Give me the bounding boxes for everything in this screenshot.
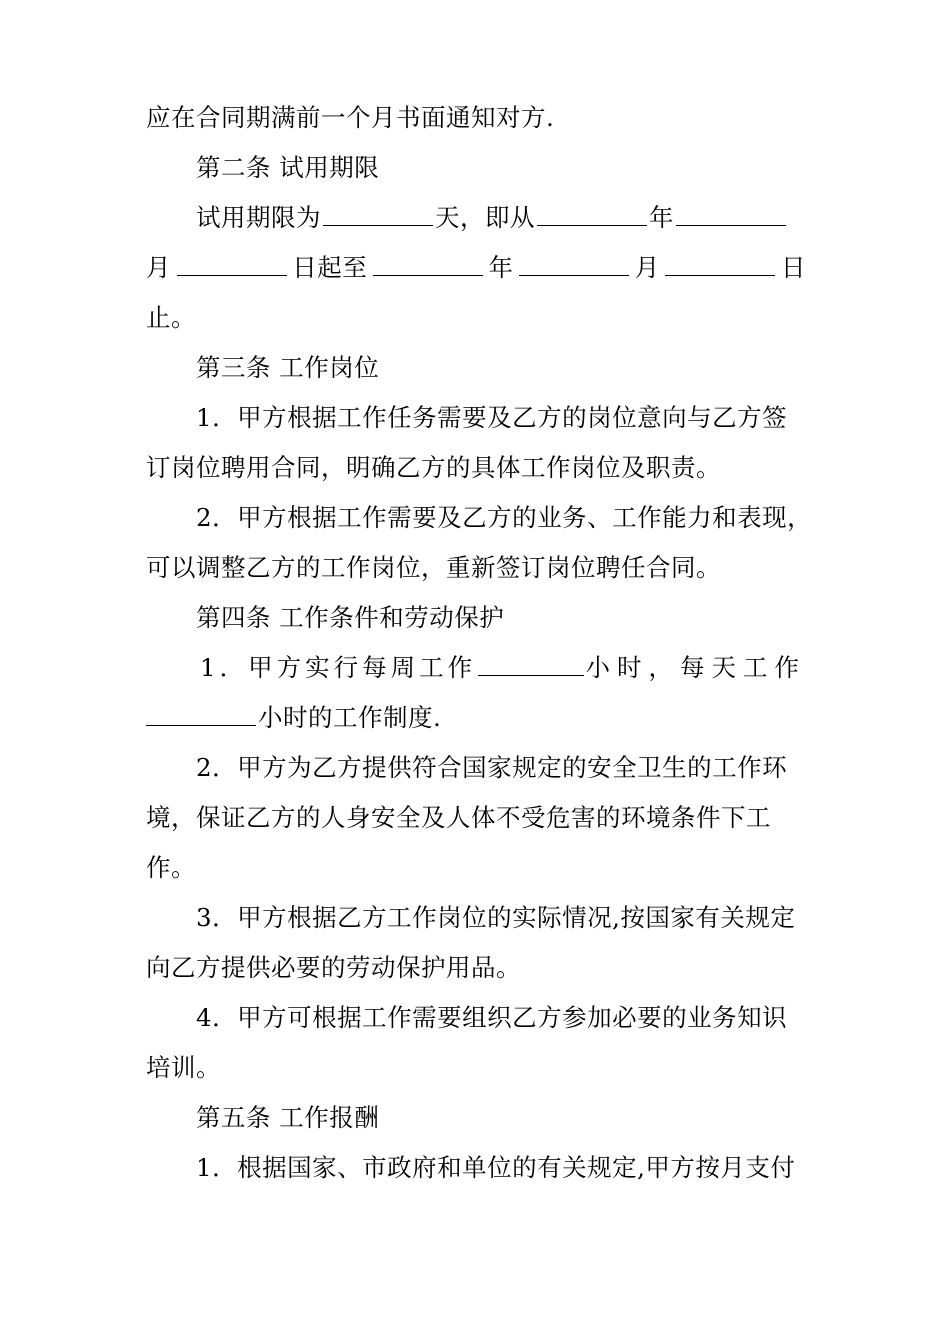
article-heading-4: 第四条 工作条件和劳动保护 (196, 603, 505, 632)
blank-field[interactable] (665, 251, 775, 276)
text-line: 2．甲方为乙方提供符合国家规定的安全卫生的工作环 (196, 753, 788, 782)
text-line: 1．甲方根据工作任务需要及乙方的岗位意向与乙方签 (196, 403, 788, 432)
article-heading-5: 第五条 工作报酬 (196, 1103, 380, 1132)
text-line: 向乙方提供必要的劳动保护用品。 (146, 953, 521, 982)
text-fragment: 日起至 (292, 253, 368, 282)
text-fragment: 天，即从 (435, 203, 535, 232)
text-line: 应在合同期满前一个月书面通知对方. (146, 103, 555, 132)
text-line-work-hours-cont (146, 698, 806, 738)
text-line-work-hours (200, 648, 806, 688)
article-heading-3: 第三条 工作岗位 (196, 353, 380, 382)
text-fragment: 月 (634, 253, 660, 282)
text-fragment: 月 (146, 253, 171, 282)
blank-field[interactable] (373, 251, 483, 276)
text-fragment: 小时的工作制度. (258, 703, 442, 732)
text-line: 作。 (146, 853, 196, 882)
text-line: 1．根据国家、市政府和单位的有关规定,甲方按月支付 (196, 1153, 796, 1182)
text-line: 止。 (146, 303, 196, 332)
text-fragment: 日 (781, 253, 806, 282)
text-line: 3．甲方根据乙方工作岗位的实际情况,按国家有关规定 (196, 903, 796, 932)
text-line-probation-dates (146, 248, 806, 288)
blank-field[interactable] (478, 651, 583, 676)
article-heading-2: 第二条 试用期限 (196, 153, 380, 182)
blank-field[interactable] (146, 701, 256, 726)
text-line: 可以调整乙方的工作岗位，重新签订岗位聘任合同。 (146, 553, 721, 582)
text-line: 订岗位聘用合同，明确乙方的具体工作岗位及职责。 (146, 453, 721, 482)
text-fragment: 小时，每天工作 (585, 653, 806, 682)
blank-field[interactable] (519, 251, 629, 276)
text-fragment: 1．甲方实行每周工作 (200, 653, 477, 682)
text-line: 境，保证乙方的人身安全及人体不受危害的环境条件下工 (146, 803, 771, 832)
blank-field[interactable] (177, 251, 287, 276)
text-line: 4．甲方可根据工作需要组织乙方参加必要的业务知识 (196, 1003, 788, 1032)
text-line: 2．甲方根据工作需要及乙方的业务、工作能力和表现， (196, 503, 813, 532)
text-line-probation-period (196, 198, 806, 238)
text-fragment: 试用期限为 (196, 203, 321, 232)
text-line: 培训。 (146, 1053, 221, 1082)
blank-field[interactable] (676, 201, 786, 226)
blank-field[interactable] (537, 201, 647, 226)
blank-field[interactable] (323, 201, 433, 226)
text-fragment: 年 (488, 253, 514, 282)
text-fragment: 年 (649, 203, 674, 232)
